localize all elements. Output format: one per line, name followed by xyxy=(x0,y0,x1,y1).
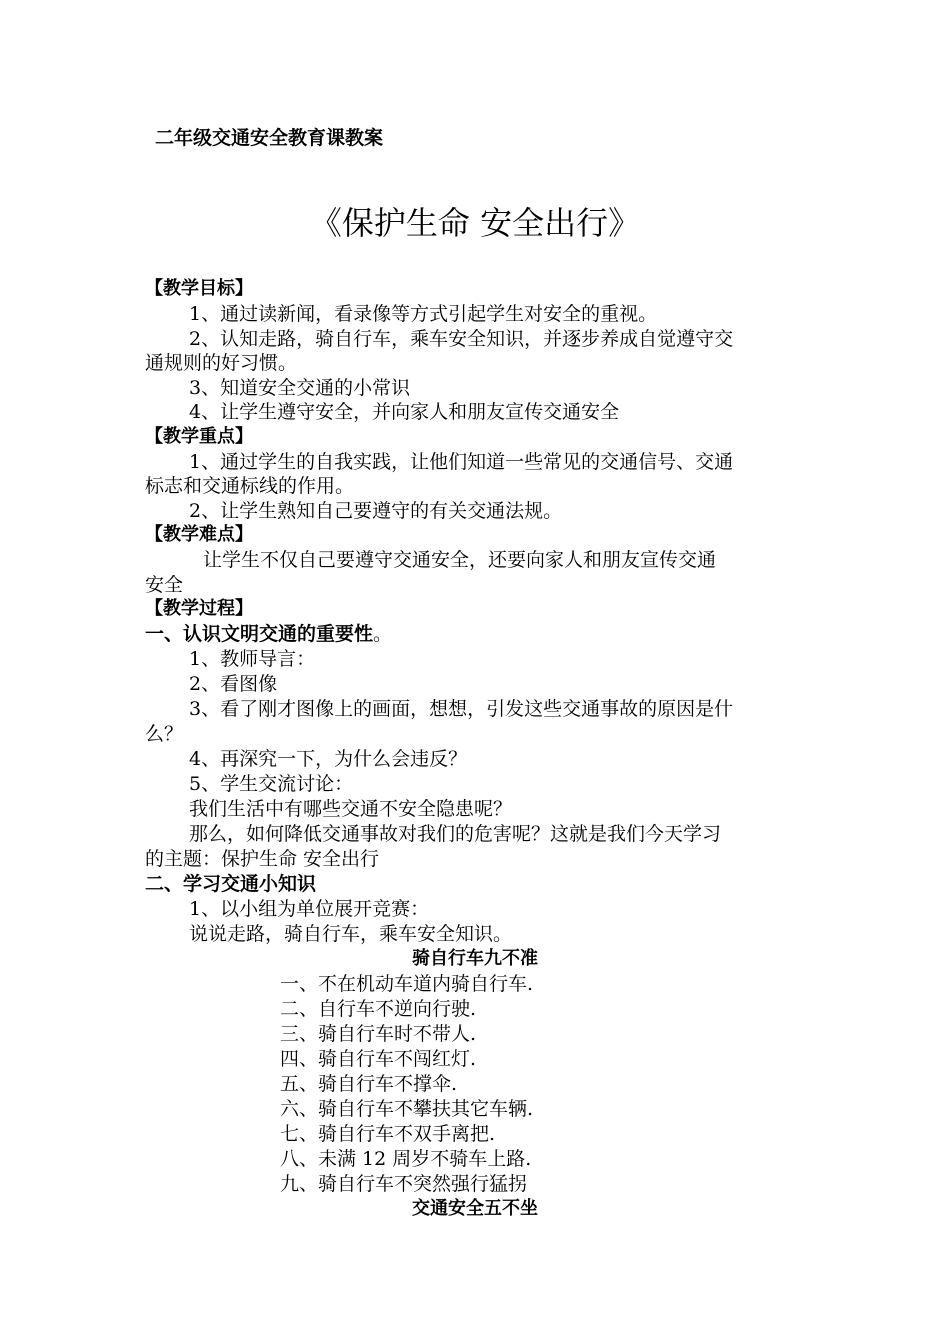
objective-item: 3、知道安全交通的小常识 xyxy=(189,377,411,399)
section-1-tail: 。 xyxy=(373,623,393,645)
key-point-item-continued: 标志和交通标线的作用。 xyxy=(145,475,355,497)
bike-rule-item: 八、未满 12 周岁不骑车上路. xyxy=(280,1148,532,1170)
section-2-title: 二、学习交通小知识 xyxy=(145,873,317,895)
bike-rule-item: 一、不在机动车道内骑自行车. xyxy=(280,973,534,995)
process-item: 5、学生交流讨论： xyxy=(189,773,354,795)
process-item: 4、再深究一下，为什么会违反？ xyxy=(189,748,468,770)
process-item-continued: 么？ xyxy=(145,723,184,745)
bike-rules-title: 骑自行车九不准 xyxy=(412,948,538,969)
process-item: 说说走路，骑自行车，乘车安全知识。 xyxy=(189,923,513,945)
bike-rule-item: 六、骑自行车不攀扶其它车辆. xyxy=(280,1098,534,1120)
key-point-item: 1、通过学生的自我实践，让他们知道一些常见的交通信号、交通 xyxy=(189,451,734,473)
objectives-heading: 【教学目标】 xyxy=(145,278,253,299)
key-points-heading: 【教学重点】 xyxy=(145,426,253,447)
objective-item: 2、认知走路，骑自行车，乘车安全知识，并逐步养成自觉遵守交 xyxy=(189,328,734,350)
bike-rule-item: 三、骑自行车时不带人. xyxy=(280,1023,477,1045)
key-point-item: 2、让学生熟知自己要遵守的有关交通法规。 xyxy=(189,500,563,522)
objective-item-continued: 通规则的好习惯。 xyxy=(145,352,298,374)
bike-rule-item: 四、骑自行车不闯红灯. xyxy=(280,1048,477,1070)
process-item: 3、看了刚才图像上的画面，想想，引发这些交通事故的原因是什 xyxy=(189,698,734,720)
process-item: 那么，如何降低交通事故对我们的危害呢？这就是我们今天学习 xyxy=(189,823,722,845)
process-item: 2、看图像 xyxy=(189,673,278,695)
difficulties-heading: 【教学难点】 xyxy=(145,524,253,545)
difficulty-item-continued: 安全 xyxy=(145,574,184,596)
process-heading: 【教学过程】 xyxy=(145,598,253,619)
document-title: 《保护生命 安全出行》 xyxy=(309,204,641,242)
bike-rule-item: 二、自行车不逆向行驶. xyxy=(280,998,477,1020)
bike-rule-item: 九、骑自行车不突然强行猛拐 xyxy=(280,1173,528,1195)
section-1-title: 一、认识文明交通的重要性 xyxy=(145,623,374,645)
five-rules-title: 交通安全五不坐 xyxy=(412,1198,538,1219)
process-item: 1、教师导言： xyxy=(189,648,316,670)
process-item: 我们生活中有哪些交通不安全隐患呢？ xyxy=(189,798,513,820)
difficulty-item: 让学生不仅自己要遵守交通安全，还要向家人和朋友宣传交通 xyxy=(203,549,717,571)
process-item-continued: 的主题：保护生命 安全出行 xyxy=(145,848,380,870)
document-header: 二年级交通安全教育课教案 xyxy=(155,127,384,149)
bike-rule-item: 五、骑自行车不撑伞. xyxy=(280,1073,458,1095)
section-1-heading xyxy=(145,622,392,646)
objective-item: 4、让学生遵守安全，并向家人和朋友宣传交通安全 xyxy=(189,401,620,423)
process-item: 1、以小组为单位展开竞赛： xyxy=(189,898,430,920)
objective-item: 1、通过读新闻，看录像等方式引起学生对安全的重视。 xyxy=(189,303,658,325)
bike-rule-item: 七、骑自行车不双手离把. xyxy=(280,1123,496,1145)
